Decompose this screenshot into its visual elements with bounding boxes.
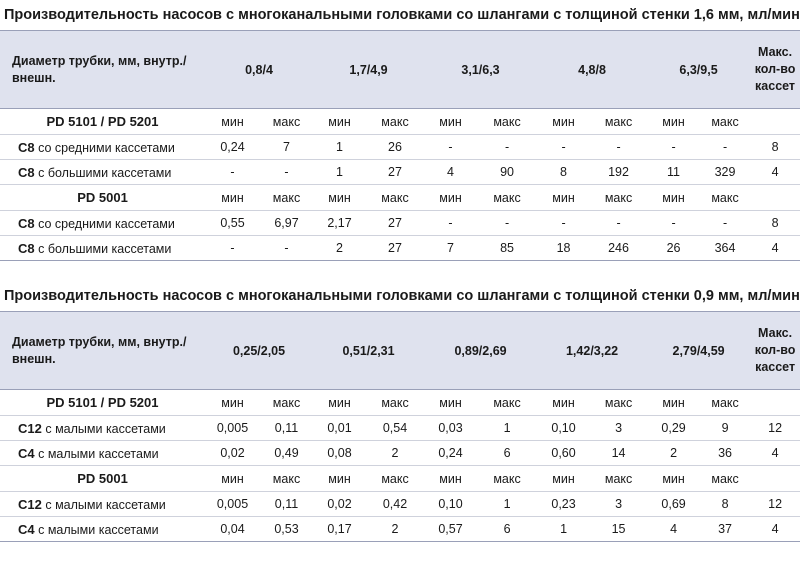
max-label: макс	[272, 395, 301, 410]
flow-value: 0,57	[424, 517, 477, 542]
table-row	[0, 160, 800, 185]
flow-value: 27	[366, 236, 424, 261]
head-description: с малыми кассетами	[38, 446, 159, 461]
tube-size-header: 0,89/2,69	[424, 312, 537, 390]
flow-value: 26	[366, 135, 424, 160]
flow-value: -	[647, 135, 700, 160]
head-description: со средними кассетами	[38, 140, 175, 155]
max-label: макс	[366, 466, 424, 492]
flow-value: 1	[313, 160, 366, 185]
flow-value: 0,11	[260, 492, 313, 517]
flow-value: 6	[477, 517, 537, 542]
flow-value: 1	[313, 135, 366, 160]
min-label: мин	[424, 185, 477, 211]
flow-value: 8	[537, 160, 590, 185]
flow-value: 329	[700, 160, 750, 185]
flow-value: 27	[366, 160, 424, 185]
pump-model: PD 5101 / PD 5201	[46, 114, 159, 129]
flow-value: 0,08	[313, 441, 366, 466]
table-row	[0, 517, 800, 542]
max-cassettes-header: Макс. кол-во кассет	[750, 312, 800, 390]
flow-value: 0,42	[366, 492, 424, 517]
table-row	[0, 492, 800, 517]
table-row	[0, 135, 800, 160]
flow-value: 192	[590, 160, 647, 185]
flow-value: 2,17	[313, 211, 366, 236]
head-description: с малыми кассетами	[45, 497, 166, 512]
max-cassettes-value: 8	[750, 135, 800, 160]
min-label: мин	[205, 466, 260, 492]
max-label: макс	[590, 185, 647, 211]
performance-table-section	[0, 281, 800, 542]
max-label: макс	[381, 395, 409, 410]
section-gap	[0, 261, 800, 281]
tube-size-header: 6,3/9,5	[647, 31, 750, 109]
flow-value: 26	[647, 236, 700, 261]
min-label: мин	[313, 466, 366, 492]
flow-value: 0,11	[260, 416, 313, 441]
flow-value: 0,55	[205, 211, 260, 236]
flow-value: 0,29	[647, 416, 700, 441]
flow-value: 11	[647, 160, 700, 185]
flow-value: -	[205, 160, 260, 185]
performance-table	[0, 311, 800, 542]
flow-value: 85	[477, 236, 537, 261]
tube-size-header: 1,7/4,9	[313, 31, 424, 109]
head-description: с большими кассетами	[38, 241, 172, 256]
max-label: макс	[604, 114, 633, 129]
flow-value: 8	[700, 492, 750, 517]
max-label: макс	[590, 466, 647, 492]
flow-value: 2	[313, 236, 366, 261]
min-label: мин	[313, 185, 366, 211]
flow-value: 0,23	[537, 492, 590, 517]
min-label: мин	[537, 466, 590, 492]
max-label: макс	[700, 466, 750, 492]
flow-value: 4	[424, 160, 477, 185]
pump-model-row	[0, 185, 800, 211]
flow-value: 1	[477, 492, 537, 517]
table-row	[0, 416, 800, 441]
flow-value: 246	[590, 236, 647, 261]
flow-value: -	[647, 211, 700, 236]
tube-size-header: 0,51/2,31	[313, 312, 424, 390]
pump-model: PD 5001	[0, 466, 205, 492]
max-cassettes-value: 4	[750, 160, 800, 185]
flow-value: 37	[700, 517, 750, 542]
empty-cell	[750, 466, 800, 492]
flow-value: 0,54	[366, 416, 424, 441]
head-code: C12	[18, 420, 42, 436]
flow-value: 27	[366, 211, 424, 236]
head-type-cell	[0, 416, 205, 441]
flow-value: 2	[647, 441, 700, 466]
min-label: мин	[439, 395, 462, 410]
min-label: мин	[205, 185, 260, 211]
max-cassettes-value: 12	[750, 416, 800, 441]
flow-value: 6,97	[260, 211, 313, 236]
flow-value: -	[700, 211, 750, 236]
tube-diameter-header: Диаметр трубки, мм, внутр./внешн.	[0, 312, 205, 390]
flow-value: -	[537, 135, 590, 160]
flow-value: 6	[477, 441, 537, 466]
max-label: макс	[477, 466, 537, 492]
flow-value: 0,60	[537, 441, 590, 466]
flow-value: 0,01	[313, 416, 366, 441]
flow-value: -	[477, 211, 537, 236]
tube-size-header: 1,42/3,22	[537, 312, 647, 390]
min-label: мин	[328, 114, 351, 129]
flow-value: 364	[700, 236, 750, 261]
tube-size-header: 0,8/4	[205, 31, 313, 109]
flow-value: 0,49	[260, 441, 313, 466]
table-row	[0, 236, 800, 261]
max-label: макс	[493, 114, 521, 129]
flow-value: 0,03	[424, 416, 477, 441]
pump-model: PD 5101 / PD 5201	[46, 395, 159, 410]
flow-value: 18	[537, 236, 590, 261]
max-label: макс	[260, 466, 313, 492]
max-label: макс	[604, 395, 633, 410]
table-title: Производительность насосов с многоканальными головками со шлангами с толщиной стенки 0,9 мм, мл/мин	[4, 288, 800, 304]
flow-value: -	[537, 211, 590, 236]
flow-value: 0,53	[260, 517, 313, 542]
max-cassettes-value: 8	[750, 211, 800, 236]
flow-value: 15	[590, 517, 647, 542]
tube-size-header: 0,25/2,05	[205, 312, 313, 390]
flow-value: 90	[477, 160, 537, 185]
header-row	[0, 31, 800, 109]
min-label: мин	[439, 114, 462, 129]
flow-value: -	[260, 160, 313, 185]
head-type-cell	[0, 135, 205, 160]
min-label: мин	[552, 114, 575, 129]
min-label: мин	[647, 466, 700, 492]
flow-value: 36	[700, 441, 750, 466]
max-label: макс	[493, 395, 521, 410]
head-code: C8	[18, 164, 35, 180]
max-label: макс	[272, 114, 301, 129]
head-code: C12	[18, 496, 42, 512]
flow-value: 0,69	[647, 492, 700, 517]
head-code: C4	[18, 445, 35, 461]
flow-value: 0,10	[424, 492, 477, 517]
head-description: с малыми кассетами	[38, 522, 159, 537]
max-label: макс	[711, 395, 739, 410]
flow-value: 0,005	[205, 492, 260, 517]
min-label: мин	[221, 395, 244, 410]
empty-cell	[750, 109, 800, 135]
max-label: макс	[711, 114, 739, 129]
table-row	[0, 441, 800, 466]
max-label: макс	[700, 185, 750, 211]
head-code: C8	[18, 139, 35, 155]
flow-value: 0,02	[313, 492, 366, 517]
flow-value: 4	[647, 517, 700, 542]
flow-value: 2	[366, 441, 424, 466]
header-row	[0, 312, 800, 390]
flow-value: 7	[424, 236, 477, 261]
performance-table-section	[0, 0, 800, 261]
flow-value: 9	[700, 416, 750, 441]
max-label: макс	[260, 185, 313, 211]
min-label: мин	[552, 395, 575, 410]
tube-size-header: 4,8/8	[537, 31, 647, 109]
max-label: макс	[477, 185, 537, 211]
flow-value: 1	[537, 517, 590, 542]
head-code: C4	[18, 521, 35, 537]
max-cassettes-value: 4	[750, 441, 800, 466]
empty-cell	[750, 185, 800, 211]
flow-value: 7	[260, 135, 313, 160]
performance-table	[0, 30, 800, 261]
head-type-cell	[0, 441, 205, 466]
flow-value: 3	[590, 492, 647, 517]
tube-size-header: 2,79/4,59	[647, 312, 750, 390]
table-title: Производительность насосов с многоканальными головками со шлангами с толщиной стенки 1,6 мм, мл/мин	[4, 7, 800, 23]
flow-value: 0,02	[205, 441, 260, 466]
min-label: мин	[537, 185, 590, 211]
max-cassettes-header: Макс. кол-во кассет	[750, 31, 800, 109]
head-description: со средними кассетами	[38, 216, 175, 231]
flow-value: 0,17	[313, 517, 366, 542]
table-row	[0, 211, 800, 236]
flow-value: 0,04	[205, 517, 260, 542]
max-cassettes-value: 4	[750, 236, 800, 261]
flow-value: 0,10	[537, 416, 590, 441]
head-code: C8	[18, 215, 35, 231]
flow-value: -	[700, 135, 750, 160]
min-label: мин	[662, 395, 685, 410]
flow-value: -	[424, 135, 477, 160]
min-label: мин	[647, 185, 700, 211]
empty-cell	[750, 390, 800, 416]
flow-value: -	[590, 135, 647, 160]
min-label: мин	[424, 466, 477, 492]
max-cassettes-value: 12	[750, 492, 800, 517]
max-cassettes-value: 4	[750, 517, 800, 542]
tube-size-header: 3,1/6,3	[424, 31, 537, 109]
min-label: мин	[328, 395, 351, 410]
flow-value: 14	[590, 441, 647, 466]
flow-value: -	[477, 135, 537, 160]
head-type-cell	[0, 211, 205, 236]
min-label: мин	[221, 114, 244, 129]
head-type-cell	[0, 492, 205, 517]
head-description: с большими кассетами	[38, 165, 172, 180]
flow-value: 0,24	[205, 135, 260, 160]
flow-value: -	[424, 211, 477, 236]
flow-value: -	[205, 236, 260, 261]
head-description: с малыми кассетами	[45, 421, 166, 436]
head-type-cell	[0, 160, 205, 185]
tube-diameter-header: Диаметр трубки, мм, внутр./внешн.	[0, 31, 205, 109]
flow-value: -	[260, 236, 313, 261]
max-label: макс	[381, 114, 409, 129]
flow-value: 3	[590, 416, 647, 441]
pump-model-row	[0, 390, 800, 416]
head-type-cell	[0, 236, 205, 261]
flow-value: 0,24	[424, 441, 477, 466]
flow-value: 2	[366, 517, 424, 542]
head-code: C8	[18, 240, 35, 256]
pump-model-row	[0, 109, 800, 135]
flow-value: 0,005	[205, 416, 260, 441]
pump-model-row	[0, 466, 800, 492]
flow-value: -	[590, 211, 647, 236]
pump-model: PD 5001	[0, 185, 205, 211]
max-label: макс	[366, 185, 424, 211]
head-type-cell	[0, 517, 205, 542]
flow-value: 1	[477, 416, 537, 441]
min-label: мин	[662, 114, 685, 129]
